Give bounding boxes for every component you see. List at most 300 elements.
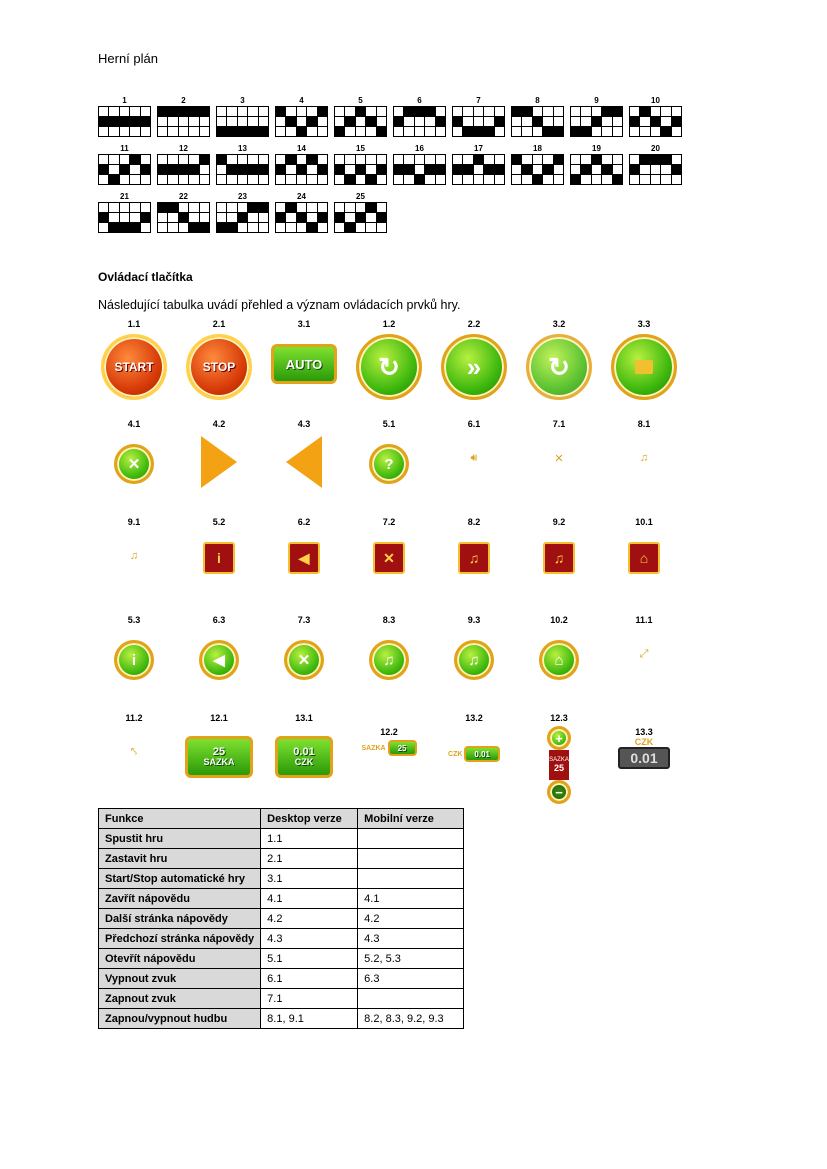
button-number: 6.3 xyxy=(212,615,226,625)
payline-cell xyxy=(453,165,463,175)
payline-cell xyxy=(276,107,286,117)
payline-cell xyxy=(179,107,189,117)
sound-off-icon: ✕ xyxy=(554,453,564,465)
payline-cell xyxy=(425,107,435,117)
payline-cell xyxy=(335,107,345,117)
payline-cell xyxy=(276,165,286,175)
payline-cell xyxy=(522,107,532,117)
payline-cell xyxy=(581,107,591,117)
button-cell xyxy=(183,614,255,680)
payline-cell xyxy=(248,107,258,117)
payline-cell xyxy=(99,107,109,117)
payline-number: 18 xyxy=(533,144,542,153)
bet-display xyxy=(353,740,425,756)
payline-cell xyxy=(377,203,387,213)
table-cell: Zastavit hru xyxy=(99,849,261,869)
payline-cell xyxy=(602,155,612,165)
payline-cell xyxy=(158,155,168,165)
payline-cell xyxy=(141,203,151,213)
payline-cell xyxy=(592,165,602,175)
button-number: 11.1 xyxy=(635,615,653,625)
payline-cell xyxy=(297,223,307,233)
payline-cell xyxy=(484,117,494,127)
info-icon: i xyxy=(114,640,154,680)
payline-cell xyxy=(571,165,581,175)
bet-button xyxy=(185,736,253,778)
table-row xyxy=(99,889,464,909)
payline-cell xyxy=(672,155,682,165)
payline-cell xyxy=(377,127,387,137)
payline-cell xyxy=(356,175,366,185)
payline-cell xyxy=(109,107,119,117)
payline-cell xyxy=(571,107,581,117)
button-cell xyxy=(268,418,340,490)
button-cell xyxy=(523,712,595,804)
button-number: 2.2 xyxy=(467,319,481,329)
payline-pattern xyxy=(570,154,623,185)
payline-cell xyxy=(179,127,189,137)
fullscreen-icon: ⤢ xyxy=(639,648,649,660)
payline-cell xyxy=(109,223,119,233)
payline-cell xyxy=(335,155,345,165)
payline-cell xyxy=(651,155,661,165)
table-cell: 4.1 xyxy=(358,889,464,909)
table-cell: Další stránka nápovědy xyxy=(99,909,261,929)
sound-off-icon: ✕ xyxy=(284,640,324,680)
button-cell xyxy=(353,318,425,400)
payline-cell xyxy=(495,107,505,117)
payline-cell xyxy=(259,203,269,213)
button-cell xyxy=(523,516,595,574)
payline-cell xyxy=(672,127,682,137)
payline-cell xyxy=(592,107,602,117)
payline-cell xyxy=(158,165,168,175)
button-cell xyxy=(98,516,170,562)
payline-cell xyxy=(630,165,640,175)
button-cell xyxy=(608,418,680,464)
payline-cell xyxy=(640,165,650,175)
payline-cell xyxy=(286,175,296,185)
payline-cell xyxy=(168,107,178,117)
button-cell xyxy=(438,418,510,465)
payline-cell xyxy=(130,203,140,213)
payline-number: 12 xyxy=(179,144,188,153)
button-cell xyxy=(183,712,255,778)
button-cell xyxy=(268,318,340,384)
payline-cell xyxy=(463,127,473,137)
payline-cell xyxy=(217,127,227,137)
payline-cell xyxy=(130,117,140,127)
button-cell xyxy=(523,418,595,465)
payline-cell xyxy=(630,107,640,117)
payline-cell xyxy=(335,117,345,127)
payline-cell xyxy=(474,107,484,117)
payline-pattern xyxy=(570,106,623,137)
payline xyxy=(334,144,387,185)
payline-cell xyxy=(651,165,661,175)
table-cell: 8.2, 8.3, 9.2, 9.3 xyxy=(358,1009,464,1029)
payline-cell xyxy=(168,155,178,165)
payline-cell xyxy=(640,175,650,185)
paylines-grid xyxy=(98,96,698,236)
bet-label: SAZKA xyxy=(361,744,386,752)
payline-cell xyxy=(99,155,109,165)
payline-cell xyxy=(453,127,463,137)
sound-on-icon: 🔊︎ xyxy=(470,452,478,464)
payline-cell xyxy=(248,117,258,127)
payline-cell xyxy=(217,107,227,117)
table-row xyxy=(99,1009,464,1029)
payline-number: 21 xyxy=(120,192,129,201)
payline xyxy=(334,192,387,233)
payline-cell xyxy=(404,165,414,175)
payline-cell xyxy=(238,127,248,137)
payline-cell xyxy=(297,127,307,137)
payline-cell xyxy=(200,165,210,175)
payline-cell xyxy=(179,175,189,185)
payline-cell xyxy=(217,117,227,127)
payline-cell xyxy=(99,223,109,233)
payline-cell xyxy=(533,117,543,127)
payline-cell xyxy=(630,155,640,165)
payline-cell xyxy=(179,213,189,223)
close-icon: ✕ xyxy=(114,444,154,484)
payline-cell xyxy=(318,213,328,223)
payline-cell xyxy=(286,127,296,137)
payline xyxy=(157,96,210,137)
payline-cell xyxy=(651,175,661,185)
payline-cell xyxy=(307,155,317,165)
payline-cell xyxy=(436,127,446,137)
payline-cell xyxy=(474,165,484,175)
payline-cell xyxy=(522,175,532,185)
payline-cell xyxy=(640,107,650,117)
minus-icon: − xyxy=(547,780,571,804)
payline-cell xyxy=(227,223,237,233)
payline-cell xyxy=(217,175,227,185)
payline-cell xyxy=(318,175,328,185)
payline-cell xyxy=(120,203,130,213)
button-number: 7.1 xyxy=(552,419,566,429)
table-cell: 4.1 xyxy=(261,889,358,909)
payline xyxy=(275,144,328,185)
payline-cell xyxy=(436,107,446,117)
payline-cell xyxy=(613,165,623,175)
payline-pattern xyxy=(452,154,505,185)
payline xyxy=(570,96,623,137)
start-button: START xyxy=(101,334,167,400)
payline-cell xyxy=(425,127,435,137)
payline-cell xyxy=(307,223,317,233)
payline-cell xyxy=(286,155,296,165)
payline-cell xyxy=(227,127,237,137)
button-cell xyxy=(523,318,595,400)
payline-cell xyxy=(474,155,484,165)
button-cell xyxy=(183,318,255,400)
payline-cell xyxy=(415,165,425,175)
payline-cell xyxy=(661,165,671,175)
payline-cell xyxy=(238,223,248,233)
payline-cell xyxy=(318,165,328,175)
payline-cell xyxy=(259,213,269,223)
payline-cell xyxy=(554,107,564,117)
payline-number: 7 xyxy=(476,96,481,105)
table-row xyxy=(99,869,464,889)
payline-cell xyxy=(651,127,661,137)
payline-cell xyxy=(592,127,602,137)
payline-cell xyxy=(259,117,269,127)
payline-cell xyxy=(200,117,210,127)
fast-forward-icon: » xyxy=(441,334,507,400)
payline-cell xyxy=(356,117,366,127)
table-cell: 4.2 xyxy=(261,909,358,929)
payline-cell xyxy=(335,165,345,175)
payline-cell xyxy=(189,223,199,233)
payline-cell xyxy=(158,107,168,117)
payline-cell xyxy=(168,203,178,213)
payline-cell xyxy=(345,175,355,185)
payline-pattern xyxy=(334,202,387,233)
payline-cell xyxy=(141,155,151,165)
button-cell xyxy=(98,614,170,680)
payline-cell xyxy=(474,117,484,127)
bet-label: SAZKA xyxy=(549,757,569,763)
payline-cell xyxy=(158,203,168,213)
payline-cell xyxy=(189,175,199,185)
payline-cell xyxy=(179,155,189,165)
payline-cell xyxy=(436,117,446,127)
payline-cell xyxy=(130,107,140,117)
payline-cell xyxy=(141,127,151,137)
payline-cell xyxy=(99,165,109,175)
payline-cell xyxy=(200,155,210,165)
button-cell xyxy=(268,516,340,574)
button-number: 10.1 xyxy=(635,517,653,527)
table-cell xyxy=(358,829,464,849)
payline-cell xyxy=(661,175,671,185)
payline-cell xyxy=(512,117,522,127)
payline-cell xyxy=(366,155,376,165)
payline-cell xyxy=(377,107,387,117)
payline-pattern xyxy=(157,106,210,137)
payline-cell xyxy=(297,203,307,213)
payline-cell xyxy=(345,107,355,117)
sound-on-icon: ◀ xyxy=(288,542,320,574)
table-cell: 6.1 xyxy=(261,969,358,989)
payline xyxy=(452,144,505,185)
table-cell: 1.1 xyxy=(261,829,358,849)
payline-cell xyxy=(200,175,210,185)
payline-cell xyxy=(592,117,602,127)
payline-cell xyxy=(672,107,682,117)
table-cell: 6.3 xyxy=(358,969,464,989)
table-row xyxy=(99,929,464,949)
payline-pattern xyxy=(98,106,151,137)
coin-label: CZK xyxy=(448,750,463,758)
payline-cell xyxy=(259,165,269,175)
payline-cell xyxy=(318,127,328,137)
payline xyxy=(511,144,564,185)
payline-cell xyxy=(168,117,178,127)
payline-cell xyxy=(581,117,591,127)
button-cell xyxy=(268,614,340,680)
button-cell xyxy=(183,516,255,574)
payline-cell xyxy=(512,175,522,185)
payline-cell xyxy=(356,155,366,165)
payline-cell xyxy=(495,127,505,137)
payline-pattern xyxy=(452,106,505,137)
payline-cell xyxy=(463,117,473,127)
payline-cell xyxy=(318,117,328,127)
buttons-overview xyxy=(98,318,698,808)
button-number: 1.1 xyxy=(127,319,141,329)
payline-cell xyxy=(248,203,258,213)
payline-cell xyxy=(581,165,591,175)
payline-cell xyxy=(425,165,435,175)
table-cell: 2.1 xyxy=(261,849,358,869)
payline-cell xyxy=(318,203,328,213)
payline-pattern xyxy=(334,106,387,137)
button-number: 5.2 xyxy=(212,517,226,527)
table-cell: Předchozí stránka nápovědy xyxy=(99,929,261,949)
button-number: 12.3 xyxy=(550,713,568,723)
button-number: 4.3 xyxy=(297,419,311,429)
payline-cell xyxy=(259,127,269,137)
payline-cell xyxy=(158,213,168,223)
payline xyxy=(98,192,151,233)
payline-cell xyxy=(366,203,376,213)
payline-cell xyxy=(286,223,296,233)
button-number: 4.2 xyxy=(212,419,226,429)
payline-cell xyxy=(613,127,623,137)
payline-number: 6 xyxy=(417,96,422,105)
payline-cell xyxy=(415,155,425,165)
payline xyxy=(157,144,210,185)
payline-cell xyxy=(366,213,376,223)
coin-label: CZK xyxy=(634,737,654,747)
payline-cell xyxy=(554,127,564,137)
payline-cell xyxy=(651,107,661,117)
payline-cell xyxy=(463,165,473,175)
payline-cell xyxy=(276,213,286,223)
payline-pattern xyxy=(393,106,446,137)
payline-cell xyxy=(189,127,199,137)
button-cell xyxy=(98,318,170,400)
payline-cell xyxy=(109,165,119,175)
payline-pattern xyxy=(157,154,210,185)
payline-cell xyxy=(141,175,151,185)
payline-cell xyxy=(189,165,199,175)
payline-cell xyxy=(158,117,168,127)
payline xyxy=(511,96,564,137)
payline-cell xyxy=(109,155,119,165)
payline-cell xyxy=(404,107,414,117)
payline-cell xyxy=(179,165,189,175)
payline-cell xyxy=(630,117,640,127)
payline-number: 8 xyxy=(535,96,540,105)
payline-cell xyxy=(189,107,199,117)
payline-cell xyxy=(463,107,473,117)
payline-cell xyxy=(130,223,140,233)
payline-cell xyxy=(453,107,463,117)
payline-cell xyxy=(495,117,505,127)
table-cell: Otevřít nápovědu xyxy=(99,949,261,969)
payline-cell xyxy=(276,155,286,165)
bet-stepper xyxy=(523,726,595,804)
payline-cell xyxy=(179,223,189,233)
payline-cell xyxy=(120,165,130,175)
payline-number: 17 xyxy=(474,144,483,153)
payline-cell xyxy=(463,155,473,165)
payline-cell xyxy=(130,165,140,175)
payline-cell xyxy=(543,117,553,127)
payline-cell xyxy=(335,213,345,223)
payline-cell xyxy=(571,175,581,185)
payline-cell xyxy=(227,155,237,165)
music-off-icon: ♫ xyxy=(129,550,139,562)
payline-cell xyxy=(453,175,463,185)
bet-value: 25 xyxy=(553,763,564,773)
payline-cell xyxy=(484,127,494,137)
payline-cell xyxy=(533,107,543,117)
music-icon: ♫ xyxy=(458,542,490,574)
payline-cell xyxy=(130,175,140,185)
next-page-icon xyxy=(183,434,255,490)
payline-cell xyxy=(141,117,151,127)
payline-cell xyxy=(276,203,286,213)
button-number: 12.1 xyxy=(210,713,228,723)
payline-cell xyxy=(661,117,671,127)
payline xyxy=(629,144,682,185)
payline-cell xyxy=(356,165,366,175)
stop-square-icon xyxy=(611,334,677,400)
table-cell: Zavřít nápovědu xyxy=(99,889,261,909)
table-cell: 3.1 xyxy=(261,869,358,889)
payline-cell xyxy=(227,165,237,175)
payline xyxy=(98,96,151,137)
payline-cell xyxy=(335,223,345,233)
button-number: 3.3 xyxy=(637,319,651,329)
table-row xyxy=(99,989,464,1009)
payline-cell xyxy=(394,117,404,127)
payline-cell xyxy=(158,127,168,137)
payline-cell xyxy=(109,203,119,213)
button-cell xyxy=(353,516,425,574)
payline xyxy=(393,144,446,185)
payline-cell xyxy=(345,223,355,233)
payline-cell xyxy=(602,117,612,127)
payline-cell xyxy=(318,107,328,117)
payline-cell xyxy=(672,175,682,185)
payline-cell xyxy=(672,165,682,175)
payline-pattern xyxy=(275,106,328,137)
button-number: 7.3 xyxy=(297,615,311,625)
button-cell xyxy=(183,418,255,490)
payline-cell xyxy=(613,107,623,117)
payline-cell xyxy=(366,165,376,175)
payline-number: 19 xyxy=(592,144,601,153)
payline-cell xyxy=(276,117,286,127)
payline-cell xyxy=(307,175,317,185)
payline-cell xyxy=(248,175,258,185)
auto-button: AUTO xyxy=(271,344,337,384)
payline-cell xyxy=(286,203,296,213)
payline-cell xyxy=(120,175,130,185)
table-cell xyxy=(358,869,464,889)
table-row xyxy=(99,849,464,869)
payline-cell xyxy=(630,175,640,185)
payline-cell xyxy=(318,155,328,165)
